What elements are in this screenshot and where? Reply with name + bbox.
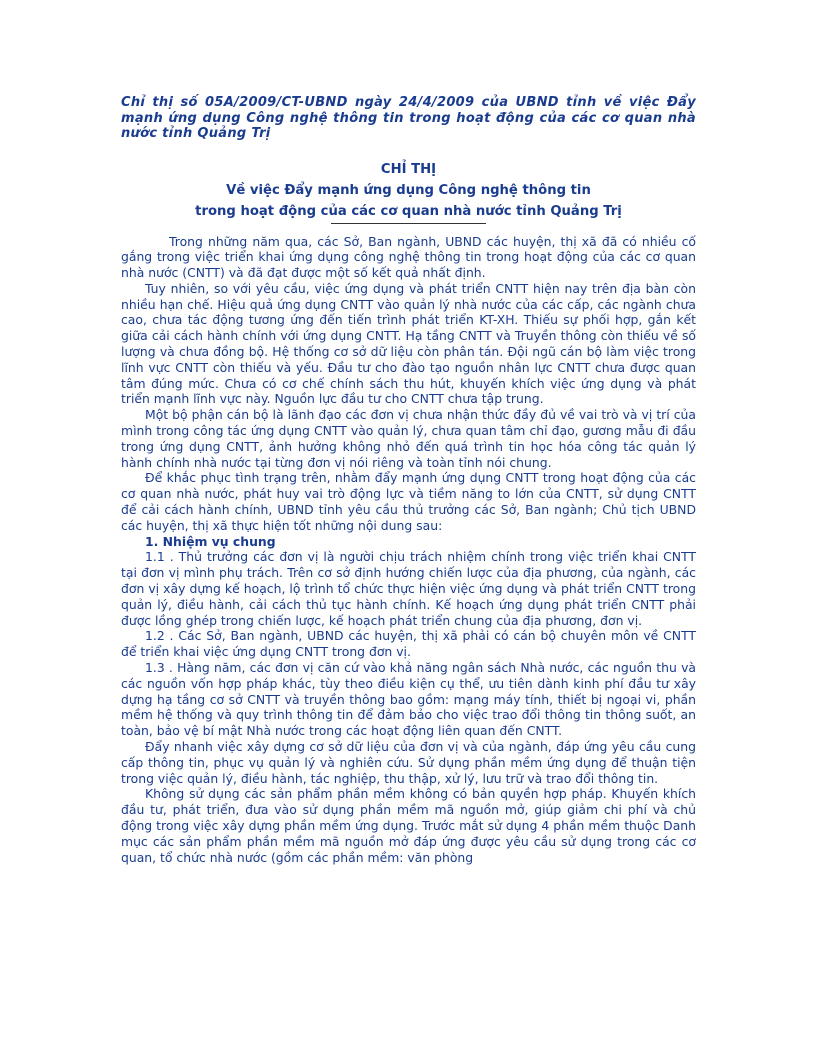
paragraph: Không sử dụng các sản phẩm phần mềm không có bản quyền hợp pháp. Khuyến khích đầu tư, phát triển, đưa vào sử dụng phần mềm mã nguồn mở, giúp giảm chi phí và chủ động trong việc xây dựng phần mềm ứng dụng. Trước mắt sử dụng 4 phần mềm thuộc Danh mục các sản phẩm phần mềm mã nguồn mở đáp ứng được yêu cầu sử dụng trong các cơ quan, tổ chức nhà nước (gồm các phần mềm: văn phòng <box>121 786 696 865</box>
title-subject-line-2: trong hoạt động của các cơ quan nhà nước tỉnh Quảng Trị <box>195 203 622 219</box>
paragraph: Một bộ phận cán bộ là lãnh đạo các đơn vị chưa nhận thức đầy đủ về vai trò và vị trí của mình trong công tác ứng dụng CNTT vào quản lý, chưa quan tâm chỉ đạo, gương mẫu đi đầu trong ứng dụng CNTT, ảnh hưởng không nhỏ đến quá trình tin học hóa công tác quản lý hành chính nhà nước tại từng đơn vị nói riêng và toàn tỉnh nói chung. <box>121 407 696 470</box>
paragraph: Tuy nhiên, so với yêu cầu, việc ứng dụng và phát triển CNTT hiện nay trên địa bàn còn nhiều hạn chế. Hiệu quả ứng dụng CNTT vào quản lý nhà nước của các cấp, các ngành chưa cao, chưa tác động tương ứng đến tiến trình phát triển KT-XH. Thiếu sự phối hợp, gắn kết giữa cải cách hành chính với ứng dụng CNTT. Hạ tầng CNTT và Truyền thông còn thiếu về số lượng và chưa đồng bộ. Hệ thống cơ sở dữ liệu còn phân tán. Đội ngũ cán bộ làm việc trong lĩnh vực CNTT còn thiếu và yếu. Đầu tư cho đào tạo nguồn nhân lực CNTT chưa được quan tâm đúng mức. Chưa có cơ chế chính sách thu hút, khuyến khích việc ứng dụng và phát triển mạnh lĩnh vực này. Nguồn lực đầu tư cho CNTT chưa tập trung. <box>121 280 696 407</box>
paragraph: 1.2 . Các Sở, Ban ngành, UBND các huyện, thị xã phải có cán bộ chuyên môn về CNTT để triển khai việc ứng dụng CNTT trong đơn vị. <box>121 628 696 660</box>
title-subject-line-1: Về việc Đẩy mạnh ứng dụng Công nghệ thông tin <box>226 182 591 198</box>
document-content <box>121 95 696 865</box>
title-block <box>121 159 696 224</box>
paragraph: 1.1 . Thủ trưởng các đơn vị là người chịu trách nhiệm chính trong việc triển khai CNTT tại đơn vị mình phụ trách. Trên cơ sở định hướng chiến lược của địa phương, của ngành, các đơn vị xây dựng kế hoạch, lộ trình tổ chức thực hiện việc ứng dụng và phát triển CNTT trong quản lý, điều hành, cải cách thủ tục hành chính. Kế hoạch ứng dụng phát triển CNTT phải được lồng ghép trong chiến lược, kế hoạch phát triển chung của địa phương, đơn vị. <box>121 549 696 628</box>
document-heading: Chỉ thị số 05A/2009/CT-UBND ngày 24/4/2009 của UBND tỉnh về việc Đẩy mạnh ứng dụng Công nghệ thông tin trong hoạt động của các cơ quan nhà nước tỉnh Quảng Trị <box>121 95 696 141</box>
title-main: CHỈ THỊ <box>380 161 437 177</box>
document-body <box>121 234 696 866</box>
paragraph: Đẩy nhanh việc xây dựng cơ sở dữ liệu của đơn vị và của ngành, đáp ứng yêu cầu cung cấp thông tin, phục vụ quản lý và nghiên cứu. Sử dụng phần mềm ứng dụng để thuận tiện trong việc quản lý, điều hành, tác nghiệp, thu thập, xử lý, lưu trữ và trao đổi thông tin. <box>121 739 696 786</box>
paragraph: Trong những năm qua, các Sở, Ban ngành, UBND các huyện, thị xã đã có nhiều cố gắng trong việc triển khai ứng dụng công nghệ thông tin trong hoạt động của các cơ quan nhà nước (CNTT) và đã đạt được một số kết quả nhất định. <box>121 233 696 281</box>
paragraph: 1.3 . Hàng năm, các đơn vị căn cứ vào khả năng ngân sách Nhà nước, các nguồn thu và các nguồn vốn hợp pháp khác, tùy theo điều kiện cụ thể, ưu tiên dành kinh phí đầu tư xây dựng hạ tầng cơ sở CNTT và truyền thông bao gồm: mạng máy tính, thiết bị ngoại vi, phần mềm hệ thống và quy trình thông tin để đảm bảo cho việc trao đổi thông tin thông suốt, an toàn, bảo vệ bí mật Nhà nước trong các hoạt động liên quan đến CNTT. <box>121 660 696 739</box>
section-heading: 1. Nhiệm vụ chung <box>145 533 276 549</box>
paragraph: Để khắc phục tình trạng trên, nhằm đẩy mạnh ứng dụng CNTT trong hoạt động của các cơ quan nhà nước, phát huy vai trò động lực và tiềm năng to lớn của CNTT, sử dụng CNTT để cải cách hành chính, UBND tỉnh yêu cầu thủ trưởng các Sở, Ban ngành; Chủ tịch UBND các huyện, thị xã thực hiện tốt những nội dung sau: <box>121 470 696 533</box>
title-underline <box>331 223 486 224</box>
